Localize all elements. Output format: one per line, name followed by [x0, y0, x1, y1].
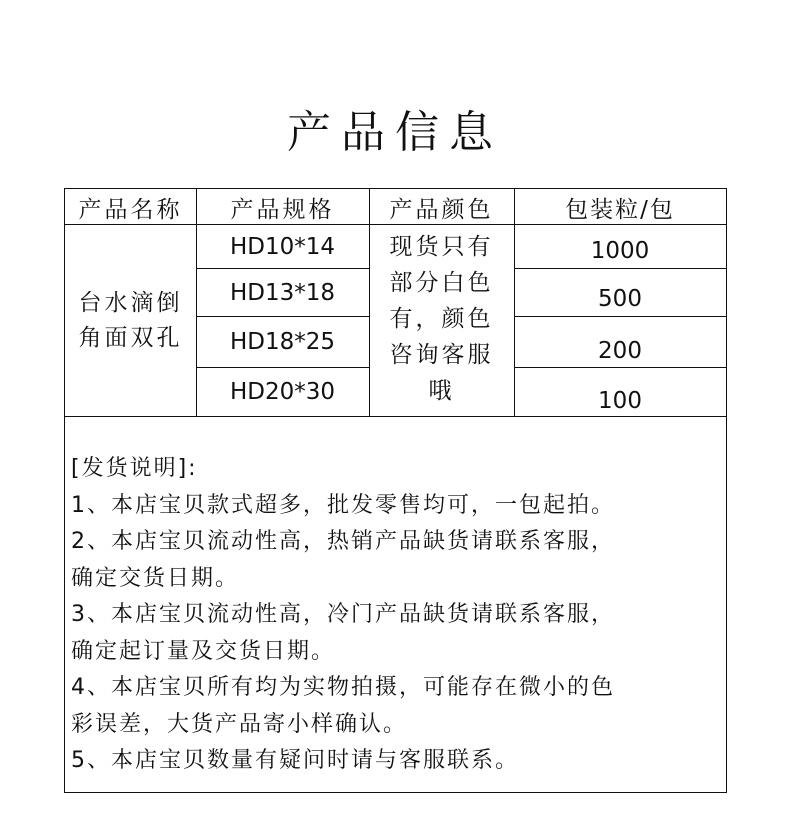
color-line: 部分白色 — [389, 270, 494, 296]
color-cell — [369, 229, 514, 409]
spec-cell: HD10*14 — [229, 233, 336, 260]
pack-cell: 100 — [598, 387, 642, 414]
product-name-cell — [65, 225, 196, 416]
product-name-line: 角面双孔 — [78, 324, 183, 351]
pack-cell: 500 — [598, 285, 642, 312]
note-line: 确定交货日期。 — [71, 565, 240, 591]
notes-heading: [发货说明]: — [71, 456, 198, 481]
spec-cell: HD20*30 — [229, 379, 336, 405]
color-line: 有，颜色 — [389, 306, 494, 332]
note-line: 4、本店宝贝所有均为实物拍摄，可能存在微小的色 — [71, 675, 615, 700]
note-line: 2、本店宝贝流动性高，热销产品缺货请联系客服， — [71, 529, 615, 554]
pack-cell: 1000 — [590, 237, 650, 264]
color-line: 现货只有 — [389, 234, 494, 260]
note-line: 确定起订量及交货日期。 — [71, 638, 336, 664]
header-spec: 产品规格 — [230, 196, 335, 223]
product-table — [64, 188, 727, 793]
note-line: 5、本店宝贝数量有疑问时请与客服联系。 — [71, 748, 519, 773]
note-line: 1、本店宝贝款式超多，批发零售均可，一包起拍。 — [71, 492, 615, 518]
spec-cell: HD13*18 — [229, 279, 336, 306]
pack-cell: 200 — [598, 337, 642, 364]
product-name-line: 台水滴倒 — [78, 289, 183, 316]
color-line: 咨询客服 — [389, 342, 494, 368]
shipping-notes — [71, 451, 615, 780]
header-name: 产品名称 — [78, 196, 183, 223]
color-line: 哦 — [428, 378, 455, 404]
spec-cell: HD18*25 — [229, 329, 336, 355]
header-color: 产品颜色 — [389, 196, 494, 223]
page-title: 产品信息 — [287, 107, 503, 158]
header-pack: 包装粒/包 — [565, 196, 675, 223]
note-line: 3、本店宝贝流动性高，冷门产品缺货请联系客服， — [71, 602, 615, 627]
note-line: 彩误差，大货产品寄小样确认。 — [71, 711, 408, 737]
